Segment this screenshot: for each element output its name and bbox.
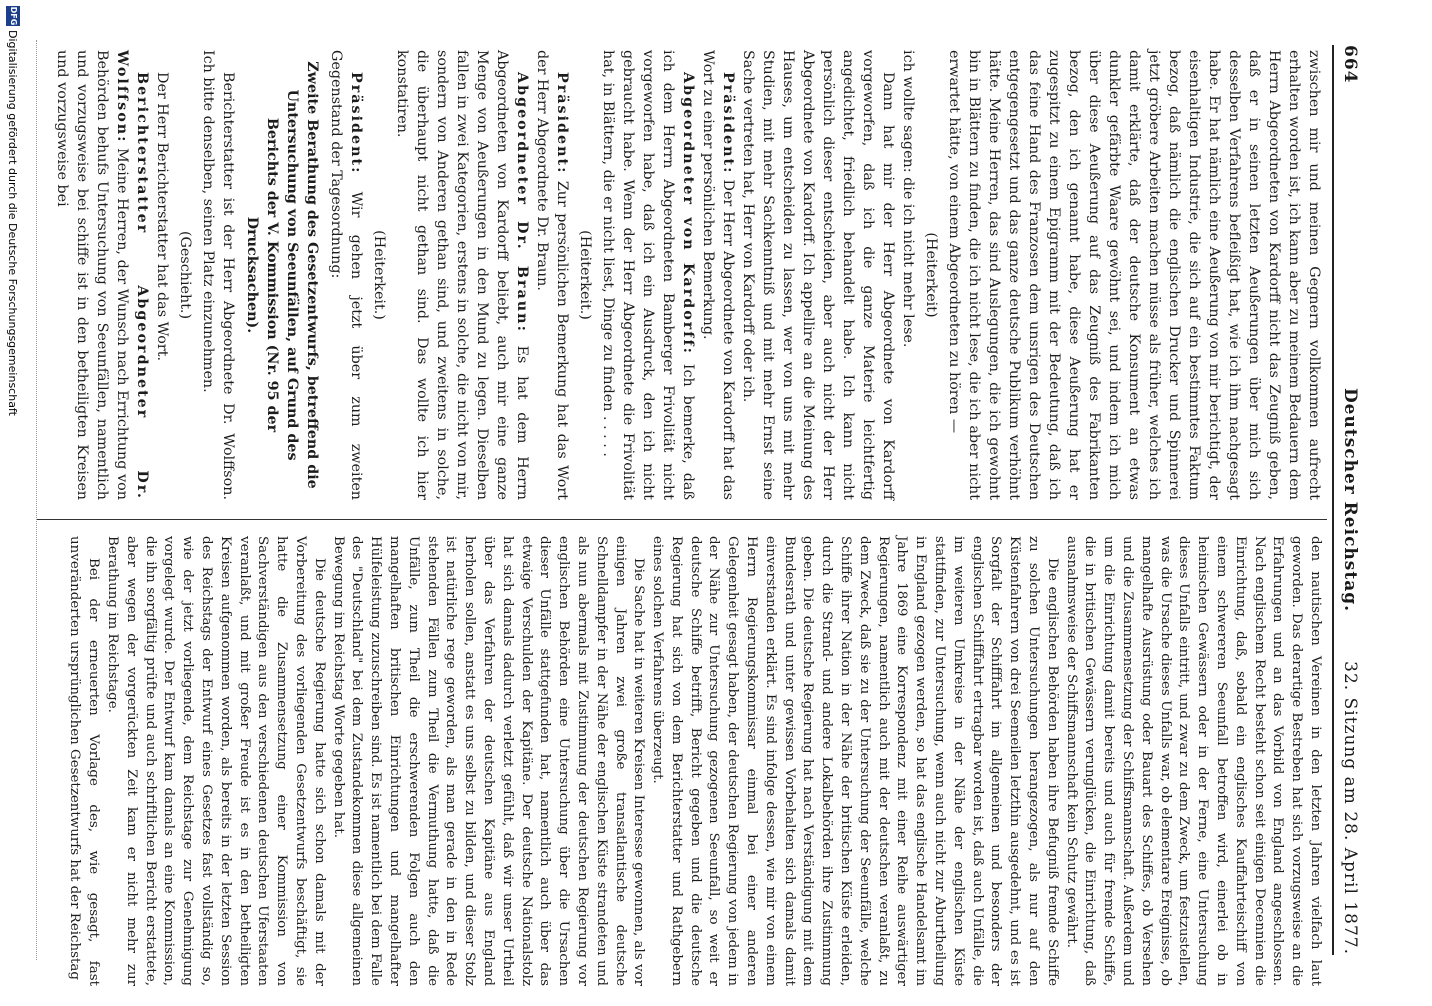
speaker-label: Abgeordneter von Kardorff: — [680, 72, 696, 355]
paragraph — [944, 50, 1324, 500]
stage-direction — [369, 50, 389, 500]
speaker-label: Berichterstatter Abgeordneter Dr. Wolffson: — [114, 50, 150, 500]
paragraph-text: Die Sache hat in weiteren Kreisen Interesse gewonnen, als vor einigen Jahren zwei große transatlantische deutsche Schnelldampfer in der Nähe der englischen Küste strandeten und als nun abermals mit Zustimmung der deutschen Regierung vor englischen Behörden eine Untersuchung über die Ursachen dieser Unfälle stattgefunden hat, namentlich auch über das etwaige Verschulden der Kapitäne. Der deutsche Nationalstolz hat sich damals dadurch verletzt gefühlt, daß wir unser Urtheil über das Verfahren der deutschen Kapitäne aus England herholen sollen, anstatt es uns selbst zu bilden, und dieser Stolz ist natürliche rege geworden, als man gerade in den in Rede stehenden Fällen zum Theil die Vermuthung hatte, daß die Unfälle, zum Theil die erschwerenden Folgen auch den mangelhaften britischen Einrichtungen und mangelhafter Hülfeleistung zuzuschreiben sind. Es ist namentlich bei dem Falle des "Deutschland" bei dem Zustandekommen diese allgemeinen Bewegung im Reichstag Worte gegeben hat. — [330, 536, 647, 986]
digitization-footer — [2, 0, 24, 1006]
paragraph-text: zwischen mir und meinen Gegnern vollkommen aufrecht erhalten worden ist, ich kann aber zu meinem Bedauern dem Herrn Abgeordneten von Kardorff nicht das Zeugniß geben, daß er in seinen letzten Aeußerungen über mich sich desselben Verfahrens befleißigt hat, wie ich ihm nachgesagt habe. Er hat nämlich eine Aeußerung von mir berichtigt, der eisenhaltigen Industrie, die sich auf ein bestimmtes Faktum bezog, daß nämlich die englischen Drucker und Spinnerei jetzt gröbere Arbeiten machen müsse als früher, welches ich damit erklärte, daß der deutsche Konsument an etwas dunkler gefärbte Waare gewöhnt sei, und indem ich mich über diese Aeußerung auf das Zeugniß des Fabrikanten bezog, den ich genannt habe, diese Aeußerung hat er zugespitzt zu einem Epigramm mit der Bedeutung, daß ich das feine Hand des Franzosen dem unsrigen des Deutschen entgegengesetzt und das ganze deutsche Publikum verhöhnt hätte. Meine Herren, das sind Auslegungen, die ich gewohnt bin in Blättern zu finden, die ich nicht lese, die ich aber nicht erwartet hätte, von einem Abgeordneten zu hören — — [946, 50, 1322, 500]
paragraph-text: Berichterstatter ist der Herr Abgeordnete Dr. Wolffson. Ich bitte denselben, seinen Platz einzunehmen. — [200, 50, 236, 500]
right-column — [65, 536, 1324, 986]
paragraph — [152, 50, 172, 500]
paragraph-text: Meine Herren, der Wunsch nach Errichtung von Behörden behufs Untersuchung von Seeunfällen, namentlich und vorzugsweise bei schiffe ist in den betheiligten Kreisen und vorzugsweise bei — [54, 50, 130, 500]
paragraph-text: Die deutsche Regierung hatte sich schon damals mit der Vorbereitung des vorliegenden Gesetzentwurfs beschäftigt, sie hatte die Zusammensetzung einer Kommission von Sachverständigen aus den verschiedenen deutschen Uferstaaten veranlaßt, und mit großer Freude ist es in den betheiligten Kreisen aufgenommen worden, als bereits in der letzten Session des Reichstags der Entwurf eines Gesetzes fast vollständig so, wie der jetzt vorliegende, dem Reichstage zur Genehmigung vorgelegt wurde. Der Entwurf kam damals an eine Kommission, die ihn sorgfältig prüfte und auch schriftlichen Bericht erstattete, aber wegen der vorgerückten Zeit kam er nicht mehr zur Berathung im Reichstage. — [105, 536, 327, 986]
speaker-label: Präsident: — [348, 72, 364, 175]
paragraph-text: Zur persönlichen Bemerkung hat das Wort der Herr Abgeordnete Dr. Braun. — [534, 50, 570, 500]
page-number: 664 — [1340, 45, 1360, 84]
paragraph — [328, 536, 648, 986]
dfg-logo-icon: DFG — [6, 6, 20, 26]
footer-text: Digitalisierung gefördert durch die Deutsche Forschungsgemeinschaft — [6, 30, 20, 416]
paragraph — [392, 50, 532, 500]
speaker-label: Präsident: — [554, 72, 570, 175]
paragraph-text: Die englischen Behörden haben ihre Befugniß fremde Schiffe zu solchen Untersuchungen herangezogen, als nur auf den Küstenfahrern von drei Seemeilen letzthin ausgedehnt, und es ist Sorgfalt der Schifffahrt im allgemeinen und besonders der englischen Schifffahrt ertragbar worden ist, daß auch Unfälle, die im weiteren Umkreise in der Nähe der englischen Küste stattfinden, zur Untersuchung, wenn auch nicht zur Aburtheilung in England gezogen werden, so hat das englische Handelsamt im Jahre 1869 eine Korrespondenz mit einer Reihe auswärtiger Regierungen, namentlich auch mit der deutschen veranlaßt, zu dem Zweck, daß sie zu der Untersuchung der Seeunfälle, welche Schiffe ihrer Nation in der Nähe der britischen Küste erleiden, durch die Strand- und andere Lokalbehörden ihre Zustimmung geben. Die deutsche Regierung hat nach Verständigung mit dem Bundesrath und unter gewissen Vorbehalten sich damals damit einverstanden erklärt. Es sind infolge dessen, wie mir von einem Herrn Regierungskommissar einmal bei einer anderen Gelegenheit gesagt haben, der deutschen Regierung von jedem in der Nähe zur Untersuchung gezogenen Seeunfall, so weit er deutsche Schiffe betrifft, Bericht gegeben und die deutsche Regierung hat sich von dem Berichterstatter und Rathgebern eines solchen Verfahrens überzeugt. — [650, 536, 1060, 986]
scan-edge — [35, 40, 37, 960]
paragraph-text: Es hat dem Herrn Abgeordneten von Kardorff beliebt, auch mir eine ganze Menge von Aeußerungen in den Mund zu legen. Dieselben fallen in zwei Kategorien, erstens in solche, die nicht von mir, sondern von Anderen gethan sind, und zweitens in solche, die überhaupt nicht gethan sind. Das wollte ich hier konstatiren. — [394, 50, 530, 500]
paragraph-text: (Heiterkeit.) — [371, 230, 387, 320]
stage-direction — [175, 50, 195, 500]
stage-direction — [921, 50, 941, 500]
paragraph — [532, 50, 572, 500]
paragraph-text: Wir gehen jetzt über zum zweiten Gegenstand der Tagesordnung: — [328, 50, 364, 500]
paragraph — [102, 536, 328, 986]
paragraph-text: Bei der erneuerten Vorlage des, wie gesagt, fast unveränderten ursprünglichen Gesetzentwurfs hat der Reichstag — [67, 536, 102, 986]
paragraph-text: Ich bemerke, daß ich dem Herrn Abgeordneten Bamberger Frivolität nicht vorgeworfen habe, daß ich ein Ausdruck, den ich nicht gebraucht habe. Wenn der Herr Abgeordnete die Frivolität hat, in Blättern, die er nicht liest, Dinge zu finden . . . . . — [600, 50, 696, 500]
paragraph-text: Der Herr Berichterstatter hat das Wort. — [154, 72, 170, 362]
speaker-label: Abgeordneter Dr. Braun: — [514, 72, 530, 333]
paragraph — [1061, 536, 1324, 986]
paragraph-text: Der Herr Abgeordnete von Kardorff hat das Wort zu einer persönlichen Bemerkung. — [700, 50, 736, 500]
paragraph — [198, 50, 238, 500]
session-date: 32. Sitzung am 28. April 1877. — [1340, 661, 1360, 955]
page-title: Deutscher Reichstag. — [1340, 387, 1360, 613]
paragraph-text: (Heiterkeit) — [923, 232, 939, 318]
paragraph — [647, 536, 1061, 986]
speaker-label: Präsident: — [720, 72, 736, 175]
page-header — [1332, 45, 1362, 955]
stage-direction — [575, 50, 595, 500]
paragraph — [738, 50, 898, 500]
paragraph-text: (Heiterkeit.) — [577, 230, 593, 320]
column-divider — [37, 519, 1327, 520]
paragraph — [698, 50, 738, 500]
paragraph — [898, 50, 918, 500]
paragraph-text: Dann hat mir der Herr Abgeordnete von Kardorff vorgeworfen, daß ich die ganze Materie leichtfertig angedichtet, friedlich behandelt habe. Ich kann nicht persönlich dieser entscheiden, aber auch nicht der Herr Abgeordnete von Kardorff. Ich appellire an die Meinung des Hauses, um entscheiden zu lassen, wer von uns mit mehr Studien, mit mehr Sachkenntniß und mit mehr Ernst seine Sache vertreten hat, Herr von Kardorff oder ich. — [740, 50, 896, 500]
paragraph — [52, 50, 152, 500]
left-column — [52, 50, 1324, 500]
paragraph-text: Zweite Berathung des Gesetzentwurfs, betreffend die Untersuchung von Seeunfällen, auf Grund des Berichts der V. Kommission (Nr. 95 der Drucksachen). — [244, 61, 320, 489]
paragraph-text: den nautischen Vereinen in den letzten Jahren vielfach laut geworden. Das derartige Bestreben hat sich vorzugsweise an die Erfahrungen und an das Vorbild von England angeschlossen. Nach englischem Recht besteht schon seit einigen Decennien die Einrichtung, daß, sobald ein englisches Kauffahrteischiff von einem schwereren Seeunfall betroffen wird, einerlei ob in heimischen Gewässern oder in der Ferne, eine Untersuchung dieses Unfalls eintritt, und zwar zu dem Zweck, um festzustellen, was die Ursache dieses Unfalls war, ob elementare Ereignisse, ob mangelhafte Ausrüstung oder Bauart des Schiffes, ob Versehen und die Zusammensetzung der Schiffsmannschaft. Außerdem und um die Einrichtung damit bereits und auch für fremde Schiffe, die in britischen Gewässern verunglücken, die Einrichtung, daß ausnahmsweise der Schiffsmannschaft kein Schutz gewährt. — [1063, 536, 1323, 986]
paragraph-text: (Geschieht.) — [177, 230, 193, 320]
paragraph-text: ich wollte sagen: die ich nicht mehr lese. — [900, 50, 916, 348]
agenda-item — [242, 50, 322, 500]
paragraph — [65, 536, 103, 986]
paragraph — [326, 50, 366, 500]
paragraph — [598, 50, 698, 500]
